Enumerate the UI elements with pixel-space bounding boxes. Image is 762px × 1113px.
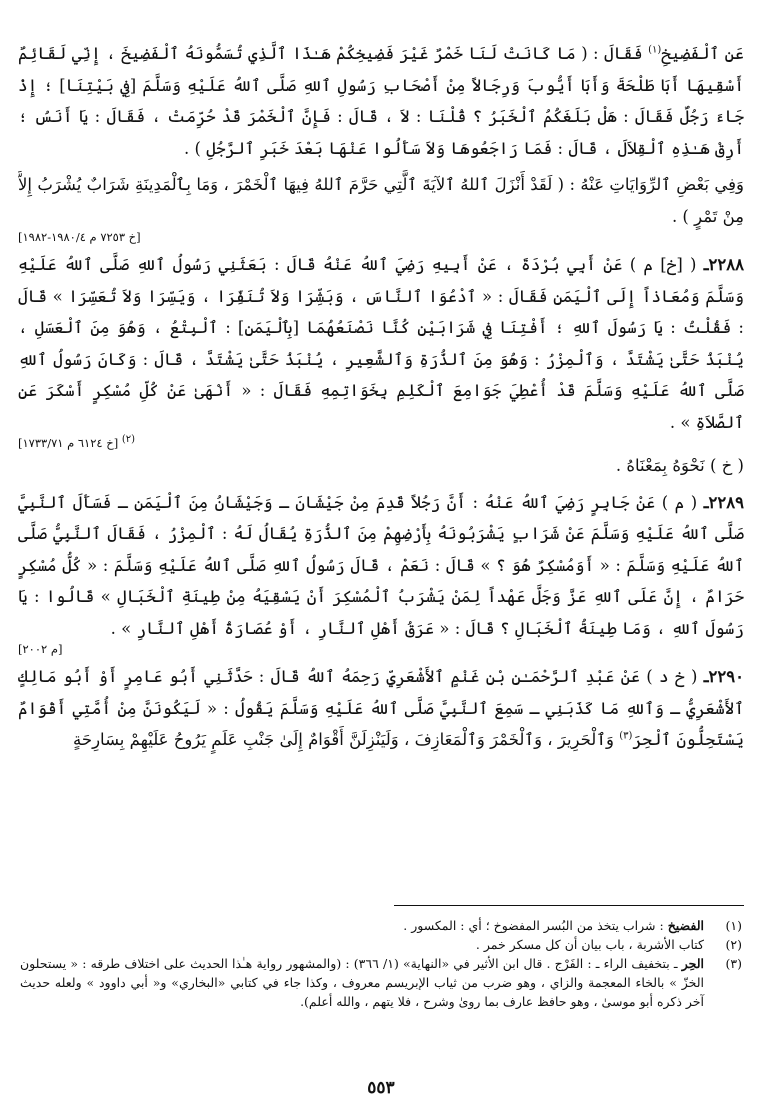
footnote-marker: (٣) [619, 730, 633, 742]
paragraph-text-rest: فَقَالَ : ( مَا كَانَتْ لَنَا خَمْرٌ غَيْرَ فَضِيخِكُمْ هَـٰذَا ٱلَّذِي تُسَمُّونَهُ ٱلْفَضِيخَ ، إِنِّي لَقَائِمٌ أَسْقِيهَا أَبَا طَلْحَةَ وَأَبَا أَيُّوبَ وَرِجَالاً مِنْ أَصْحَابِ رَسُولِ ٱللهِ صَلَّى ٱللهُ عَلَيْهِ وَسَلَّمَ [فِي بَيْتِنَا] ؛ إِذْ جَاءَ رَجُلٌ فَقَالَ : هَلْ بَلَغَكُمُ ٱلْخَبَرُ ؟ قُلْنَا : لاَ ، قَالَ : فَإِنَّ ٱلْخَمْرَ قَدْ حُرِّمَتْ ، فَقَالَ : يَا أَنَسُ ؛ أَرِقْ هَـٰذِهِ ٱلْقِلاَلَ ، قَالَ : فَمَا رَاجَعُوهَا وَلاَ سَأَلُوا عَنْهَا بَعْدَ خَبَرِ ٱلرَّجُلِ ) . [18, 44, 744, 158]
footnotes [20, 916, 742, 1011]
paragraph-fadikh [18, 38, 744, 164]
footnote-number: (٢) [725, 937, 742, 952]
footnote-separator [394, 905, 744, 906]
main-text [18, 38, 744, 896]
footnote-2 [20, 935, 742, 954]
footnote-number: (٣) [725, 956, 742, 971]
source-reference: [م ٢٠٠٢] [18, 642, 63, 656]
hadith-number: ٢٢٨٩ـ [703, 492, 744, 512]
footnote-term: الفضيخ [667, 918, 704, 933]
footnote-text: كتاب الأشربة ، باب بيان أن كل مسكر خمر . [475, 937, 704, 952]
hadith-text: ( خ د ) عَنْ عَبْدِ ٱلرَّحْمَـٰنِ بْنِ غَنْمٍ ٱلأَشْعَرِيِّ رَحِمَهُ ٱللهُ قَالَ : حَدَّثَنِي أَبُو عَامِرٍ أَوْ أَبُو مَالِكٍ ٱلأَشْعَرِيُّ ـ وَٱللهِ مَا كَذَبَنِي ـ سَمِعَ ٱلنَّبِيَّ صَلَّى ٱللهُ عَلَيْهِ وَسَلَّمَ يَقُولُ : « لَيَكُونَنَّ مِنْ أُمَّتِي أَقْوَامٌ يَسْتَحِلُّونَ ٱلْحِرَ [18, 667, 744, 749]
footnote-3 [20, 954, 742, 1011]
footnote-term: الحِر [681, 956, 704, 971]
source-reference: [خ ٧٢٥٣ م ١٩٨٠/٤-١٩٨٢] [18, 230, 141, 244]
hadith-2290 [18, 661, 744, 756]
footnote-text: : شراب يتخذ من البُسر المفضوخ ؛ أي : المكسور . [403, 918, 668, 933]
footnote-marker: (١) [648, 44, 662, 56]
paragraph-text: ( خ ) نَحْوَهُ بِمَعْنَاهُ . [615, 456, 744, 475]
hadith-text: ( م ) عَنْ جَابِرٍ رَضِيَ ٱللهُ عَنْهُ : أَنَّ رَجُلاً قَدِمَ مِنْ جَيْشَانَ ـ وَجَيْشَانُ مِنَ ٱلْيَمَنِ ـ فَسَأَلَ ٱلنَّبِيَّ صَلَّى ٱللهُ عَلَيْهِ وَسَلَّمَ عَنْ شَرَابٍ يَشْرَبُونَهُ بِأَرْضِهِمْ مِنَ ٱلذُّرَةِ يُقَالُ لَهُ : ٱلْمِزْرُ ، فَقَالَ ٱلنَّبِيُّ صَلَّى ٱللهُ عَلَيْهِ وَسَلَّمَ : « أَوَمُسْكِرٌ هُوَ ؟ » قَالَ : نَعَمْ ، قَالَ رَسُولُ ٱللهِ صَلَّى ٱللهُ عَلَيْهِ وَسَلَّمَ : « كُلُّ مُسْكِرٍ حَرَامٌ ، إِنَّ عَلَى ٱللهِ عَزَّ وَجَلَّ عَهْداً لِمَنْ يَشْرَبُ ٱلْمُسْكِرَ أَنْ يَسْقِيَهُ مِنْ طِينَةِ ٱلْخَبَالِ » قَالُوا : يَا رَسُولَ ٱللهِ ، وَمَا طِينَةُ ٱلْخَبَالِ ؟ قَالَ : « عَرَقُ أَهْلِ ٱلنَّارِ ، أَوْ عُصَارَةُ أَهْلِ ٱلنَّارِ » . [18, 492, 744, 638]
paragraph-riwayat [18, 169, 744, 232]
footnote-marker: (٢) [121, 434, 136, 446]
paragraph-text: وَفِي بَعْضِ ٱلرِّوَايَاتِ عَنْهُ : ( لَقَدْ أَنْزَلَ ٱللهُ ٱلآيَةَ ٱلَّتِي حَرَّمَ ٱللهُ فِيهَا ٱلْخَمْرَ ، وَمَا بِٱلْمَدِينَةِ شَرَابٌ يُشْرَبُ إِلاَّ مِنْ تَمْرٍ ) . [18, 175, 744, 226]
paragraph-nahwahu [18, 450, 744, 482]
footnote-1 [20, 916, 742, 935]
paragraph-text: عَنِ ٱلْفَضِيخِ [661, 44, 744, 63]
source-reference: [خ ٦١٢٤ م ١٧٣٣/٧١] (٢) [18, 434, 136, 450]
hadith-text-rest: وَٱلْحَرِيرَ ، وَٱلْخَمْرَ وَٱلْمَعَازِفَ ، وَلَيَنْزِلَنَّ أَقْوَامٌ إِلَىٰ جَنْبِ عَلَمٍ يَرُوحُ عَلَيْهِمْ بِسَارِحَةٍ [73, 730, 620, 749]
hadith-2289 [18, 487, 744, 645]
hadith-2288 [18, 249, 744, 438]
page-number: ٥٥٣ [367, 1078, 395, 1098]
footnote-number: (١) [725, 918, 742, 933]
hadith-text: ( [خ] م ) عَنْ أَبِي بُرْدَةَ ، عَنْ أَبِيهِ رَضِيَ ٱللهُ عَنْهُ قَالَ : بَعَثَنِي رَسُولُ ٱللهِ صَلَّى ٱللهُ عَلَيْهِ وَسَلَّمَ وَمُعَاذاً إِلَى ٱلْيَمَنِ فَقَالَ : « ٱدْعُوَا ٱلنَّاسَ ، وَبَشِّرَا وَلاَ تُنَفِّرَا ، وَيَسِّرَا وَلاَ تُعَسِّرَا » قَالَ : فَقُلْتُ : يَا رَسُولَ ٱللهِ ؛ أَفْتِنَا فِي شَرَابَيْنِ كُنَّا نَصْنَعُهُمَا [بِٱلْيَمَنِ] : ٱلْبِتْعُ ، وَهُوَ مِنَ ٱلْعَسَلِ ، يُنْبَذُ حَتَّىٰ يَشْتَدَّ ، وَٱلْمِزْرُ : وَهُوَ مِنَ ٱلذُّرَةِ وَٱلشَّعِيرِ ، يُنْبَذُ حَتَّىٰ يَشْتَدَّ ، قَالَ : وَكَانَ رَسُولُ ٱللهِ صَلَّى ٱللهُ عَلَيْهِ وَسَلَّمَ قَدْ أُعْطِيَ جَوَامِعَ ٱلْكَلِمِ بِخَوَاتِمِهِ فَقَالَ : « أَنْهَىٰ عَنْ كُلِّ مُسْكِرٍ أَسْكَرَ عَنِ ٱلصَّلاَةِ » . [18, 255, 744, 432]
hadith-number: ٢٢٩٠ـ [703, 667, 744, 686]
footnote-text: ـ بتخفيف الراء ـ : الفَرْج . قال ابن الأثير في «النهاية» (١/ ٣٦٦) : (والمشهور رواية هـٰذا الحديث على اختلاف طرقه : « يستحلون الخزّ » بالخاء المعجمة والزاي ، وهو ضرب من ثياب الإبريسم معروف ، وكذا جاء في كتابي «البخاري» و« أبي داوود » ولعله حديث آخر ذكره أبو موسىٰ ، وهو حافظ عارف بما روىٰ وشرح ، فلا يتهم ، والله أعلم). [20, 956, 704, 1009]
hadith-number: ٢٢٨٨ـ [703, 255, 744, 274]
